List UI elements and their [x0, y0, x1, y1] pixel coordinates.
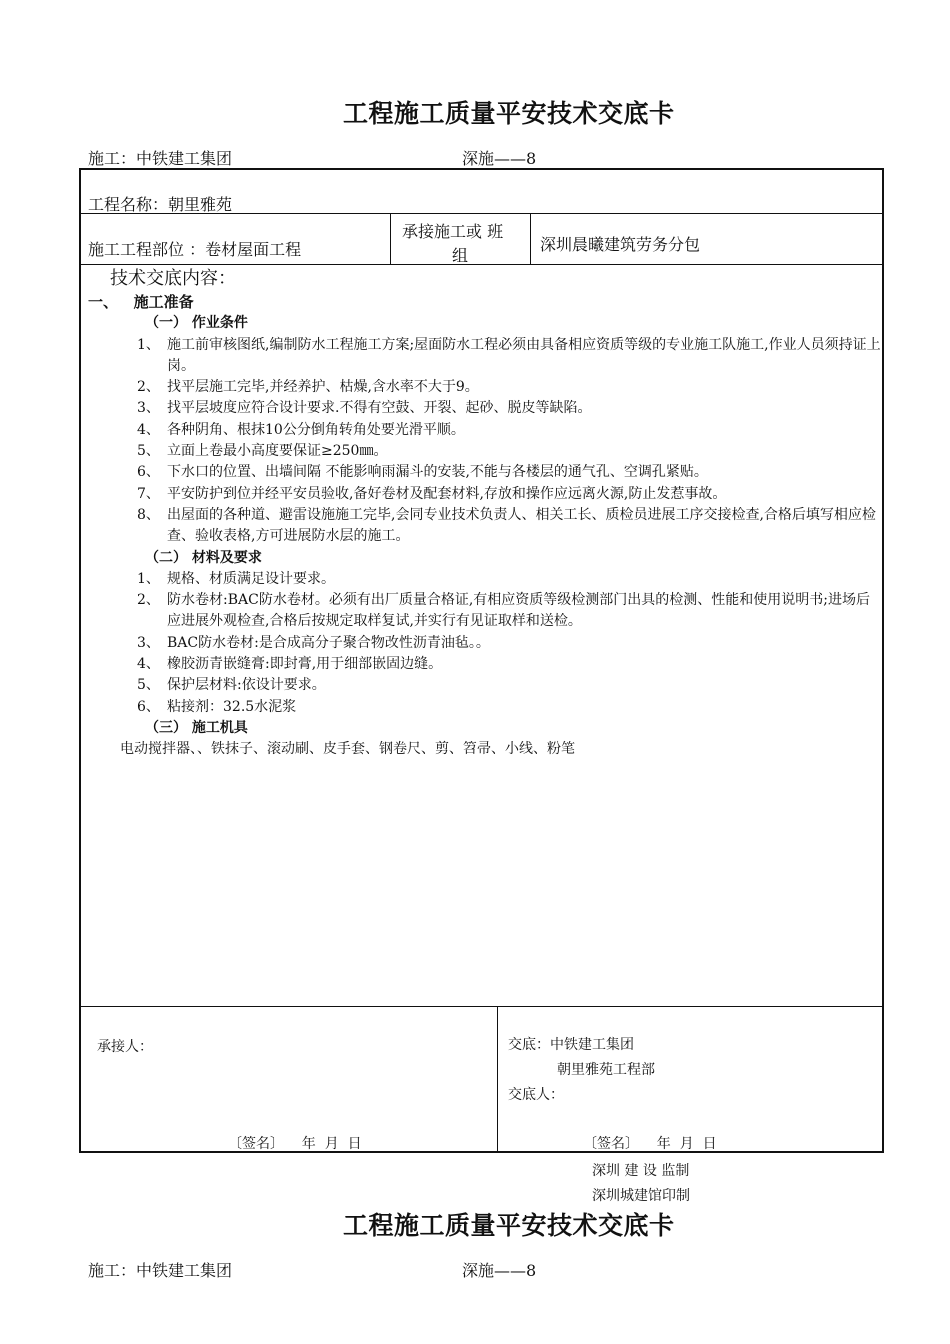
list-item [137, 398, 882, 419]
discloser-person: 交底人： [508, 1087, 564, 1103]
table-border-bottom [79, 1151, 884, 1153]
list-item [137, 697, 882, 718]
work-part: 施工工程部位 ：卷材屋面工程 [88, 240, 302, 259]
list-item [137, 675, 882, 696]
supervisor-note: 深圳 建 设 监制 [592, 1163, 690, 1179]
team-label-line1: 承接施工或 班 [402, 222, 504, 241]
tools-text: 电动搅拌器、、铁抹子、滚动刷、皮手套、钢卷尺、剪、笤帚、小线、粉笔 [120, 741, 575, 758]
sign-date-right: 〔签名〕 年 月 日 [583, 1136, 717, 1152]
list-item-number: 4、 [137, 656, 160, 673]
list-item-number: 6、 [137, 464, 160, 481]
page2-title: 工程施工质量平安技术交底卡 [343, 1211, 675, 1240]
list-item-number: 3、 [137, 634, 160, 651]
section-construction-prep: 一、 施工准备 [88, 293, 194, 311]
list-item [137, 484, 882, 505]
table-border-top [79, 168, 884, 170]
col-divider-2 [530, 213, 531, 265]
sub-materials: （二） 材料及要求 [145, 549, 262, 566]
page2-contractor-label: 施工：中铁建工集团 [88, 1261, 233, 1280]
list-item-text: 粘接剂：32.5水泥浆 [167, 698, 297, 715]
team-value: 深圳晨曦建筑劳务分包 [540, 235, 701, 254]
contractor-label: 施工：中铁建工集团 [88, 149, 233, 168]
team-label-line2: 组 [452, 246, 469, 265]
list-item-text: 立面上卷最小高度要保证≥250㎜。 [167, 443, 388, 460]
list-item-text: 橡胶沥青嵌缝膏:即封膏,用于细部嵌固边缝。 [167, 656, 443, 673]
conditions-list [80, 335, 882, 548]
list-item-number: 2、 [137, 592, 160, 609]
list-item-text: 防水卷材:BAC防水卷材。必须有出厂质量合格证,有相应资质等级检测部门出具的检测、性能和使用说明书;进场后应进展外观检查,合格后按规定取样复试,并实行有见证取样和送检。 [167, 592, 870, 630]
sub-work-conditions: （一） 作业条件 [145, 315, 248, 332]
list-item [137, 633, 882, 654]
list-item [137, 462, 882, 483]
list-item-text: 平安防护到位并经平安员验收,备好卷材及配套材料,存放和操作应远离火源,防止发惹事故。 [167, 485, 727, 502]
receiver-label: 承接人： [97, 1039, 153, 1055]
list-item-number: 5、 [137, 443, 160, 460]
list-item [137, 335, 882, 378]
project-name: 工程名称：朝里雅苑 [88, 195, 233, 214]
row-divider-2 [79, 264, 884, 265]
col-divider-sign [497, 1006, 498, 1152]
list-item [137, 569, 882, 590]
list-item-text: 出屋面的各种道、避雷设施施工完毕,会同专业技术负责人、相关工长、质检员进展工序交接检查,合格后填写相应检查、验收表格,方可进展防水层的施工。 [167, 506, 876, 545]
list-item [137, 377, 882, 398]
list-item-text: 保护层材料:依设计要求。 [167, 677, 326, 694]
content-heading: 技术交底内容： [110, 268, 236, 289]
list-item-text: 施工前审核图纸,编制防水工程施工方案;屋面防水工程必须由具备相应资质等级的专业施工队施工,作业人员须持证上岗。 [167, 336, 881, 374]
disclosure-content [80, 266, 882, 761]
list-item-text: BAC防水卷材:是合成高分子聚合物改性沥青油毡。。 [167, 634, 490, 651]
list-item [137, 420, 882, 441]
list-item-number: 3、 [137, 400, 160, 417]
list-item-number: 5、 [137, 677, 160, 694]
col-divider-1 [390, 213, 391, 265]
page2-form-code: 深施——8 [462, 1261, 537, 1280]
list-item [137, 590, 882, 633]
list-item [137, 441, 882, 462]
list-item-number: 1、 [137, 336, 160, 353]
sign-date-left: 〔签名〕 年 月 日 [228, 1136, 362, 1152]
page-title: 工程施工质量平安技术交底卡 [343, 99, 675, 128]
list-item [137, 505, 882, 548]
list-item-text: 下水口的位置、出墙间隔 不能影响雨漏斗的安装,不能与各楼层的通气孔、空调孔紧贴。 [167, 464, 708, 481]
list-item-text: 找平层坡度应符合设计要求.不得有空鼓、开裂、起砂、脱皮等缺陷。 [167, 400, 592, 417]
list-item-text: 各种阴角、根抹10公分倒角转角处要光滑平顺。 [167, 421, 465, 438]
sub-tools: （三） 施工机具 [145, 719, 248, 736]
list-item-number: 4、 [137, 421, 160, 438]
discloser-dept: 朝里雅苑工程部 [557, 1062, 655, 1078]
row-divider-3 [79, 1006, 884, 1007]
list-item-number: 8、 [137, 506, 160, 523]
form-code: 深施——8 [462, 149, 537, 168]
list-item-text: 找平层施工完毕,并经养护、枯燥,含水率不大于9。 [167, 379, 479, 396]
list-item-number: 6、 [137, 698, 160, 715]
list-item-number: 2、 [137, 379, 160, 396]
list-item-number: 1、 [137, 570, 160, 587]
list-item [137, 654, 882, 675]
discloser-label: 交底：中铁建工集团 [508, 1037, 634, 1053]
list-item-number: 7、 [137, 485, 160, 502]
printer-note: 深圳城建馆印制 [592, 1188, 690, 1204]
list-item-text: 规格、材质满足设计要求。 [167, 570, 335, 587]
materials-list [80, 569, 882, 718]
